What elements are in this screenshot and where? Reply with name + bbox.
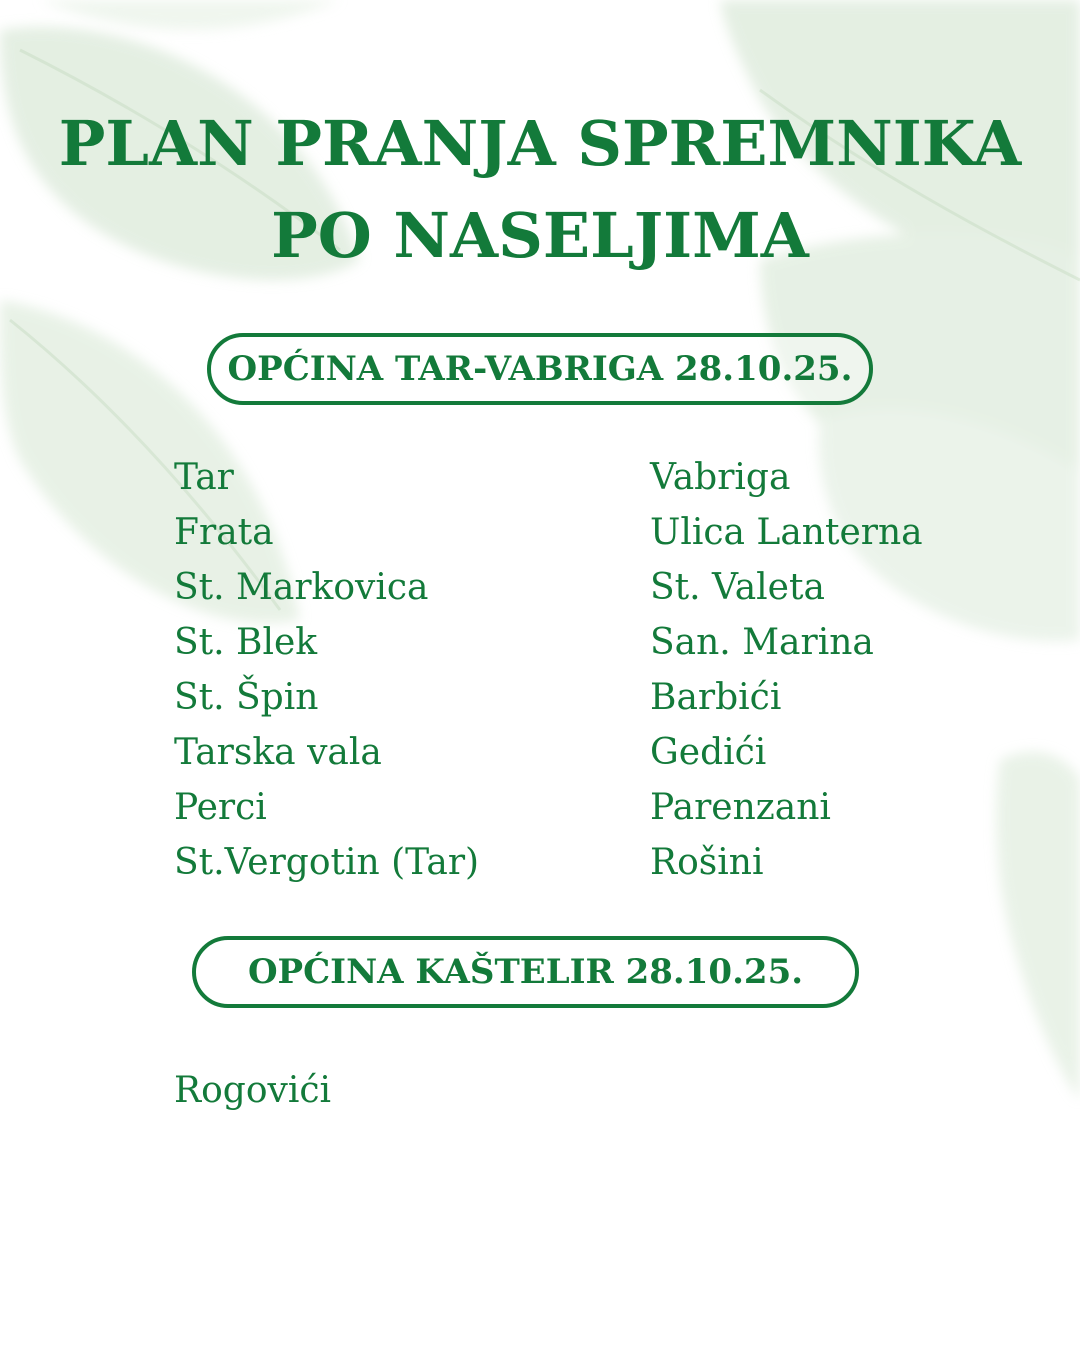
list-item: Frata (174, 512, 274, 553)
section-heading-tar-vabriga: OPĆINA TAR-VABRIGA 28.10.25. (207, 333, 873, 405)
list-item: St. Markovica (174, 567, 429, 608)
list-item: Ulica Lanterna (650, 512, 923, 553)
list-item: Barbići (650, 677, 782, 718)
list-item: Gedići (650, 732, 767, 773)
list-item: Rogovići (174, 1070, 332, 1111)
list-item: Tar (174, 457, 234, 498)
title-line-1: PLAN PRANJA SPREMNIKA (58, 107, 1022, 180)
page-title (0, 98, 1080, 282)
list-item: Perci (174, 787, 267, 828)
title-line-2: PO NASELJIMA (271, 199, 809, 272)
settlement-list-tar (174, 450, 479, 890)
list-item: Rošini (650, 842, 764, 883)
list-item: St.Vergotin (Tar) (174, 842, 480, 883)
section-heading-kastelir: OPĆINA KAŠTELIR 28.10.25. (192, 936, 859, 1008)
settlement-list-vabriga (650, 450, 923, 890)
list-item: San. Marina (650, 622, 874, 663)
settlement-list-kastelir (174, 1063, 331, 1118)
list-item: St. Blek (174, 622, 318, 663)
list-item: St. Valeta (650, 567, 825, 608)
list-item: St. Špin (174, 677, 319, 718)
list-item: Vabriga (650, 457, 791, 498)
list-item: Tarska vala (174, 732, 382, 773)
list-item: Parenzani (650, 787, 831, 828)
